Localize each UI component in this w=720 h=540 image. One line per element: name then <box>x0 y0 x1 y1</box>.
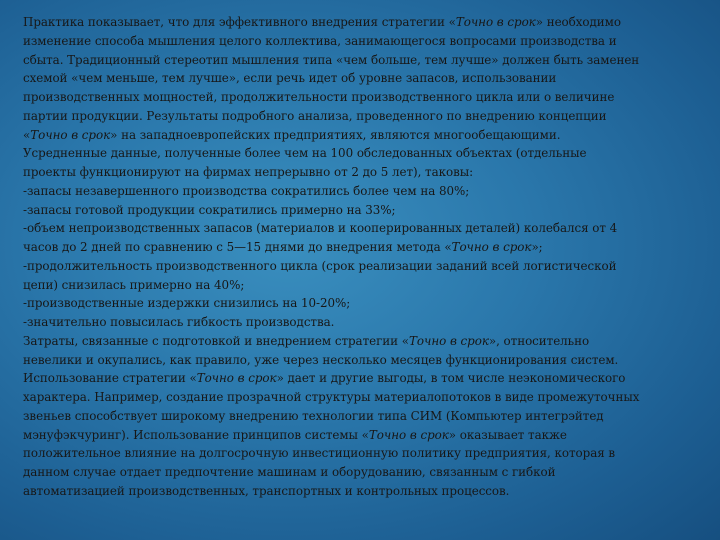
text-line <box>23 107 703 126</box>
text-segment: -запасы готовой продукции сократились примерно на 33%; <box>23 202 396 217</box>
text-segment: -продолжительность производственного цикла (срок реализации заданий всей логистической <box>23 258 617 273</box>
text-segment: характера. Например, создание прозрачной структуры материалопотоков в виде промежуточных <box>23 390 640 404</box>
text-segment: звеньев способствует широкому внедрению технологии типа СИМ (Компьютер интегрэйтед <box>23 408 604 423</box>
text-line <box>23 313 703 332</box>
italic-term: Точно в срок <box>451 240 532 254</box>
slide-body-text <box>23 13 703 501</box>
text-segment: положительное влияние на долгосрочную инвестиционную политику предприятия, которая в <box>23 446 616 461</box>
text-line <box>23 257 703 276</box>
text-line <box>23 276 703 295</box>
text-line <box>23 51 703 70</box>
text-line <box>23 201 703 220</box>
text-segment: Использование стратегии « <box>23 371 197 386</box>
text-segment: данном случае отдает предпочтение машинам и оборудованию, связанным с гибкой <box>23 465 556 479</box>
text-line <box>23 182 703 201</box>
text-segment: мэнуфэкчуринг). Использование принципов системы « <box>23 427 369 442</box>
text-line <box>23 144 703 163</box>
text-segment: Практика показывает, что для эффективного внедрения стратегии « <box>23 15 456 29</box>
text-segment: » на западноевропейских предприятиях, являются многообещающими. <box>110 127 561 142</box>
text-segment: изменение способа мышления целого коллектива, занимающегося вопросами производства и <box>23 33 617 48</box>
text-line <box>23 351 703 370</box>
text-line <box>23 332 703 351</box>
italic-term: Точно в срок <box>455 15 536 29</box>
text-segment: », относительно <box>488 333 590 348</box>
text-line <box>23 407 703 426</box>
text-segment: -объем непроизводственных запасов (материалов и кооперированных деталей) колебался от 4 <box>23 221 618 236</box>
text-line <box>23 88 703 107</box>
text-line <box>23 388 703 407</box>
text-segment: -значительно повысилась гибкость производства. <box>23 315 335 329</box>
text-segment: автоматизацией производственных, транспортных и контрольных процессов. <box>23 483 510 498</box>
text-line <box>23 13 703 32</box>
text-segment: цепи) снизилась примерно на 40%; <box>23 277 245 292</box>
text-segment: » оказывает также <box>448 427 567 442</box>
text-segment: производственных мощностей, продолжительности производственного цикла или о величине <box>23 90 615 104</box>
text-segment: схемой «чем меньше, тем лучше», если речь идет об уровне запасов, использовании <box>23 71 557 86</box>
text-line <box>23 126 703 145</box>
text-line <box>23 426 703 445</box>
text-segment: Усредненные данные, полученные более чем на 100 обследованных объектах (отдельные <box>23 146 587 161</box>
text-segment: проекты функционируют на фирмах непрерывно от 2 до 5 лет), таковы: <box>23 165 474 179</box>
italic-term: Точно в срок <box>30 127 111 142</box>
text-segment: » необходимо <box>535 15 621 29</box>
italic-term: Точно в срок <box>368 427 449 442</box>
text-line <box>23 32 703 51</box>
italic-term: Точно в срок <box>196 371 277 386</box>
text-line <box>23 369 703 388</box>
text-segment: партии продукции. Результаты подробного анализа, проведенного по внедрению концепции <box>23 108 607 123</box>
text-line <box>23 294 703 313</box>
text-line <box>23 69 703 88</box>
text-segment: часов до 2 дней по сравнению с 5—15 днями до внедрения метода « <box>23 240 452 254</box>
text-line <box>23 163 703 182</box>
italic-term: Точно в срок <box>408 333 489 348</box>
text-line <box>23 463 703 482</box>
text-line <box>23 444 703 463</box>
text-line <box>23 482 703 501</box>
text-segment: невелики и окупались, как правило, уже через несколько месяцев функционирования систем. <box>23 352 619 367</box>
text-segment: Затраты, связанные с подготовкой и внедрением стратегии « <box>23 333 409 348</box>
text-line <box>23 238 703 257</box>
text-segment: « <box>23 127 31 142</box>
text-segment: -производственные издержки снизились на 10-20%; <box>23 296 351 311</box>
text-segment: сбыта. Традиционный стереотип мышления типа «чем больше, тем лучше» должен быть заменен <box>23 52 640 67</box>
text-segment: » дает и другие выгоды, в том числе неэкономического <box>276 371 626 386</box>
text-line <box>23 219 703 238</box>
text-segment: »; <box>531 240 543 254</box>
text-segment: -запасы незавершенного производства сократились более чем на 80%; <box>23 183 470 198</box>
